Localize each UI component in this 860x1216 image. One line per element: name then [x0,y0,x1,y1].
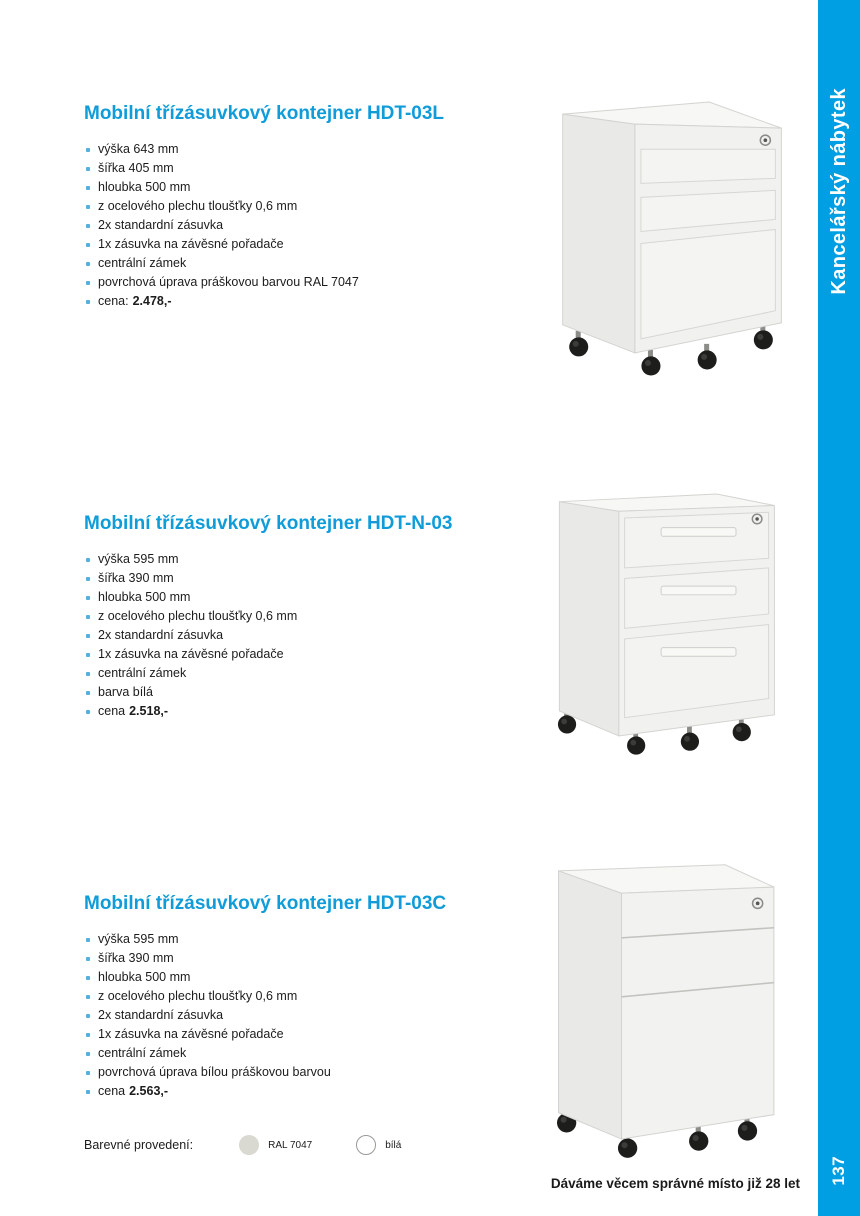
cabinet-side-panel [559,871,622,1139]
feature-item: hloubka 500 mm [84,588,504,607]
product-section-hdt-03l [84,102,504,311]
category-sidebar [818,0,860,1216]
feature-item: 2x standardní zásuvka [84,216,504,235]
product-title: Mobilní třízásuvkový kontejner HDT-03L [84,103,445,124]
feature-item: centrální zámek [84,1044,504,1063]
feature-item: šířka 390 mm [84,569,504,588]
feature-item: povrchová úprava práškovou barvou RAL 7047 [84,273,504,292]
feature-item: z ocelového plechu tloušťky 0,6 mm [84,987,504,1006]
feature-item: 1x zásuvka na závěsné pořadače [84,1025,504,1044]
cabinet-illustration [526,856,780,1162]
price-label: cena [98,704,126,718]
price-value: 2.518,- [129,704,169,718]
feature-item: šířka 405 mm [84,159,504,178]
feature-item: z ocelového plechu tloušťky 0,6 mm [84,197,504,216]
color-swatch-icon [356,1135,376,1155]
page-number-wrap [818,1138,860,1204]
price-value: 2.563,- [129,1084,169,1098]
feature-item: z ocelového plechu tloušťky 0,6 mm [84,607,504,626]
feature-item: centrální zámek [84,254,504,273]
lock-icon [752,514,762,524]
feature-item: centrální zámek [84,664,504,683]
cabinet-front-panel [622,887,774,1139]
product-title: Mobilní třízásuvkový kontejner HDT-03C [84,893,447,914]
cabinet-illustration [544,478,784,774]
price-line [84,1082,504,1101]
feature-item: hloubka 500 mm [84,178,504,197]
swatch-ral-7047 [239,1135,312,1155]
category-label-wrap [818,88,860,294]
lock-icon [760,135,770,145]
drawer-front [641,149,775,183]
feature-item: výška 595 mm [84,550,504,569]
feature-item: výška 643 mm [84,140,504,159]
feature-item: povrchová úprava bílou práškovou barvou [84,1063,504,1082]
price-label: cena: [98,294,129,308]
product-photo-hdt-n-03 [544,478,784,774]
drawer-front [625,512,769,568]
lock-icon [753,898,763,908]
feature-item: 1x zásuvka na závěsné pořadače [84,645,504,664]
company-tagline: Dáváme věcem správné místo již 28 let [550,1176,800,1191]
feature-item: barva bílá [84,683,504,702]
feature-item: 2x standardní zásuvka [84,1006,504,1025]
product-photo-hdt-03l [538,84,790,380]
product-section-hdt-n-03 [84,512,504,721]
color-variants-label: Barevné provedení: [84,1138,194,1152]
price-value: 2.478,- [132,294,172,308]
feature-list [84,550,504,721]
cabinet-side-panel [559,502,619,736]
feature-item: výška 595 mm [84,930,504,949]
feature-list [84,140,504,311]
swatch-label: bílá [385,1139,402,1151]
category-label: Kancelářský nábytek [827,87,850,295]
price-line [84,702,504,721]
page-number: 137 [829,1156,848,1186]
price-line [84,292,504,311]
cabinet-illustration [538,84,790,380]
color-variants-row [84,1134,445,1156]
feature-item: 2x standardní zásuvka [84,626,504,645]
feature-list [84,930,504,1101]
swatch-label: RAL 7047 [268,1139,313,1151]
product-photo-hdt-03c [526,856,780,1162]
color-swatch-icon [239,1135,259,1155]
swatch-bila [356,1135,401,1155]
feature-item: 1x zásuvka na závěsné pořadače [84,235,504,254]
price-label: cena [98,1084,126,1098]
product-section-hdt-03c [84,892,504,1101]
feature-item: šířka 390 mm [84,949,504,968]
cabinet-side-panel [563,114,635,353]
product-title: Mobilní třízásuvkový kontejner HDT-N-03 [84,513,453,534]
feature-item: hloubka 500 mm [84,968,504,987]
